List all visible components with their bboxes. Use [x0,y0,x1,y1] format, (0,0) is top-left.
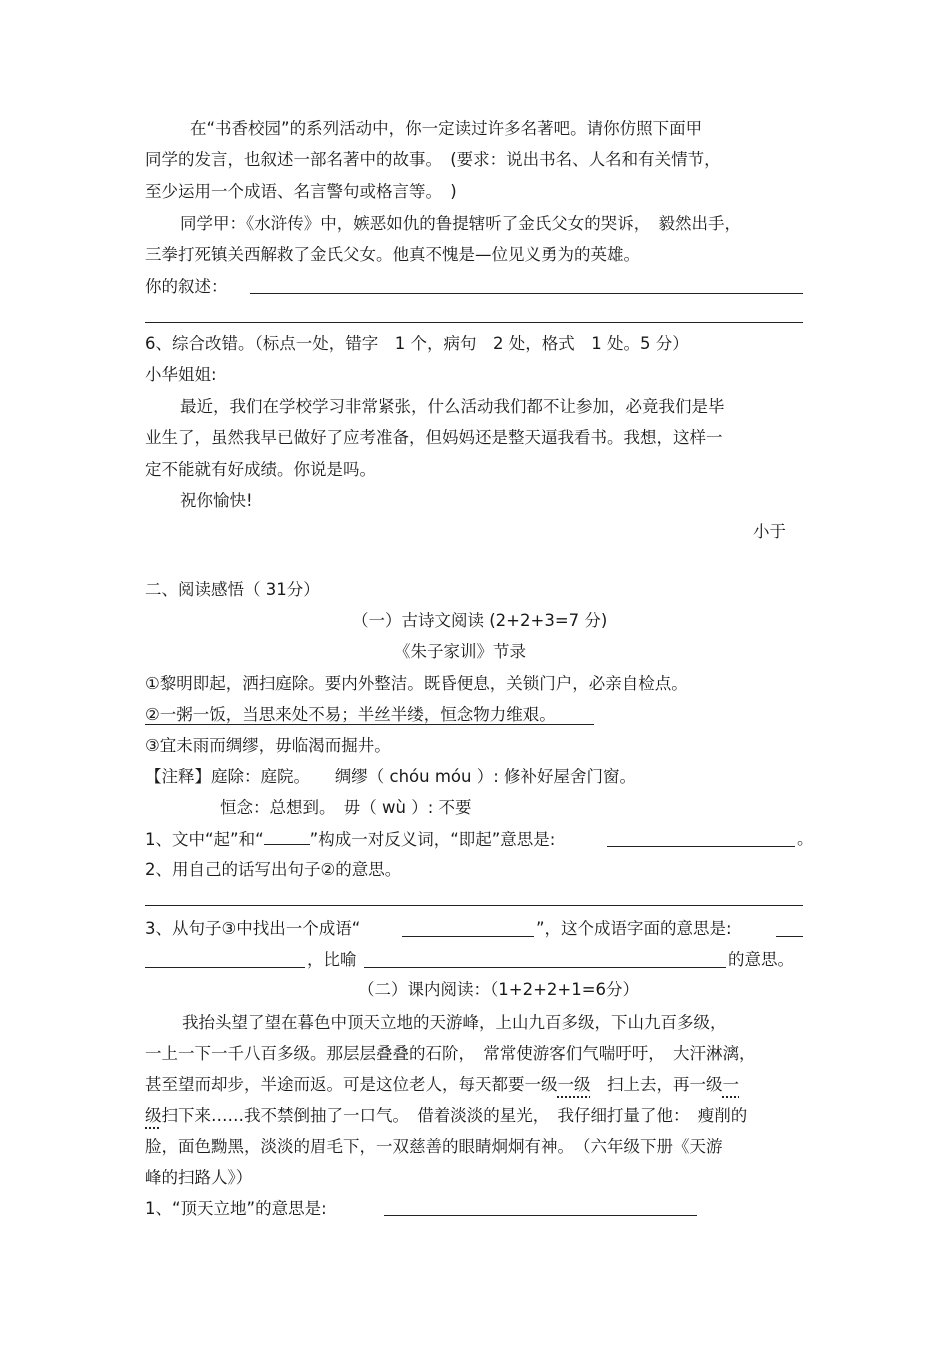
answer-blank-2[interactable] [145,322,803,323]
question-3-part-c: ，比喻 [307,950,357,969]
letter-salutation: 小华姐姐: [145,365,217,384]
intro-line-1: 在“书香校园”的系列活动中，你一定读过许多名著吧。请你仿照下面甲 [190,119,703,138]
question-1-end: 。 [797,829,814,848]
question-3-part-a: 3、从句子③中找出一个成语“ [145,919,361,938]
passage-line-6: 峰的扫路人》） [145,1168,253,1187]
passage-line-3-b: 扫上去，再一级 [607,1075,723,1094]
reading-heading: 二、阅读感悟（ 31分） [145,580,320,599]
classic-line-2 [145,704,594,726]
passage-line-2: 一上一下一千八百多级。那层层叠叠的石阶， 常常使游客们气喘吁吁， 大汗淋漓， [145,1044,756,1063]
passage-line-4-b: 扫下来……我不禁倒抽了一口气。 借着淡淡的星光， 我仔细打量了他： 瘦削的 [161,1106,748,1125]
letter-body-2: 业生了，虽然我早已做好了应考准备，但妈妈还是整天逼我看书。我想，这样一 [145,428,723,447]
literal-meaning-blank-2[interactable] [145,967,305,968]
question-1-part-b: ”构成一对反义词，“即起”意思是: [309,830,556,849]
part2-title: （二）课内阅读：（1+2+2+1=6分） [358,980,640,999]
antonym-blank[interactable] [264,828,310,845]
classic-line-2-text: ②一粥一饭，当思来处不易；半丝半缕，恒念物力维艰。 [145,705,594,725]
part1-title: （一）古诗文阅读 (2+2+3=7 分) [352,611,608,630]
passage-line-4 [145,1105,747,1127]
example-line-2: 三拳打死镇关西解救了金氏父女。他真不愧是—位见义勇为的英雄。 [145,245,640,264]
passage-line-1: 我抬头望了望在暮色中顶天立地的天游峰，上山九百多级，下山九百多级， [182,1013,727,1032]
intro-line-2: 同学的发言，也叙述一部名著中的故事。 (要求：说出书名、人名和有关情节， [145,150,721,169]
question-1-part-a: 1、文中“起”和“ [145,830,264,849]
emphasis-ji: 级 [145,1106,162,1125]
passage-line-3-a: 甚至望而却步，半途而返。可是这位老人，每天都要一级 [145,1075,558,1094]
part2-question-1: 1、“顶天立地”的意思是: [145,1199,327,1218]
note-line-1: 【注释】庭除：庭院。 绸缪（ chóu móu ）: 修补好屋舍门窗。 [145,767,636,786]
question-3-part-b: ”，这个成语字面的意思是: [536,919,732,938]
dingtianlidi-blank[interactable] [384,1215,697,1216]
emphasis-yiji: 一级 [557,1075,591,1094]
question-3-part-d: 的意思。 [728,950,794,969]
example-line-1: 同学甲：《水浒传》中，嫉恶如仇的鲁提辖听了金氏父女的哭诉， 毅然出手， [180,214,741,233]
letter-body-1: 最近，我们在学校学习非常紧张，什么活动我们都不让参加，必竟我们是毕 [180,397,725,416]
passage-line-5: 脸，面色黝黑，淡淡的眉毛下，一双慈善的眼睛炯炯有神。 （六年级下册《天游 [145,1137,723,1156]
section6-title: 6、综合改错。（标点一处，错字 1 个，病句 2 处，格式 1 处。5 分） [145,334,689,353]
answer-blank-1[interactable] [250,293,803,294]
literal-meaning-blank-1[interactable] [776,936,803,937]
classic-line-1: ①黎明即起，洒扫庭除。要内外整洁。既昏便息，关锁门户，必亲自检点。 [145,674,688,693]
question-2: 2、用自己的话写出句子②的意思。 [145,860,402,879]
intro-line-3: 至少运用一个成语、名言警句或格言等。 ) [145,182,457,201]
idiom-blank[interactable] [402,936,534,937]
part1-subtitle: 《朱子家训》节录 [394,642,526,661]
letter-closing: 祝你愉快! [180,491,253,510]
passage-line-3 [145,1074,739,1096]
jiqi-meaning-blank[interactable] [607,846,795,847]
note-line-2: 恒念：总想到。 毋（ wù ）: 不要 [220,798,472,817]
answer-label: 你的叙述： [145,277,228,296]
metaphor-blank[interactable] [364,967,726,968]
classic-line-3: ③宜未雨而绸缪，毋临渴而掘井。 [145,736,391,755]
letter-signature: 小于 [753,522,786,541]
question-1 [145,828,555,850]
question-2-answer-blank[interactable] [145,905,803,906]
emphasis-yi: 一 [722,1075,739,1094]
letter-body-3: 定不能就有好成绩。你说是吗。 [145,460,376,479]
